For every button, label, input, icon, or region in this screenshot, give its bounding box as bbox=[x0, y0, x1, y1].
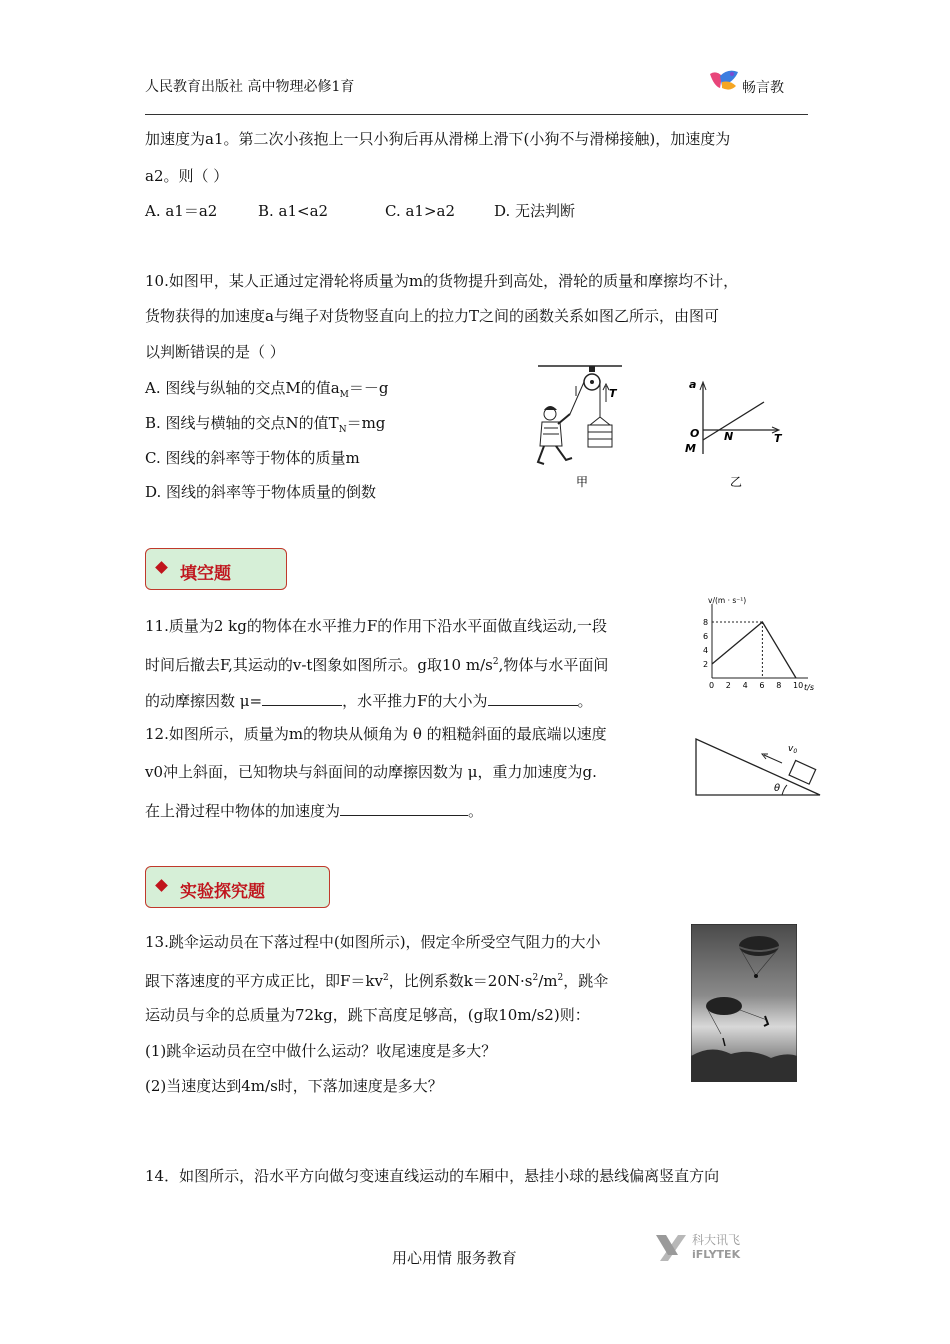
header-publisher: 人民教育出版社 高中物理必修1育 bbox=[145, 79, 355, 95]
q13-line5: (2)当速度达到4m/s时，下落加速度是多大？ bbox=[145, 1077, 443, 1095]
q12-line3: 在上滑过程中物体的加速度为 。 bbox=[145, 799, 483, 821]
q10-option-b: B. 图线与横轴的交点N的值$T_N=mg$ bbox=[145, 414, 386, 435]
figure-yi-graph bbox=[680, 374, 790, 492]
q10-line1: 10.如图甲，某人正通过定滑轮将质量为m的货物提升到高处，滑轮的质量和摩擦均不计， bbox=[145, 272, 739, 290]
q9-line2: a2。则（ ） bbox=[145, 167, 229, 185]
q11-chart-ylabel: v/(m · s⁻¹) bbox=[708, 596, 747, 605]
q10-option-c: C. 图线的斜率等于物体的质量m bbox=[145, 449, 360, 467]
figure-yi-axis-t: T bbox=[774, 432, 782, 445]
q11-chart-ytick: 2 bbox=[703, 660, 709, 669]
q13-line1: 13.跳伞运动员在下落过程中(如图所示)，假定伞所受空气阻力的大小 bbox=[145, 933, 601, 951]
figure-jia-pulley bbox=[530, 362, 630, 492]
q12-line1: 12.如图所示，质量为m的物块从倾角为 θ 的粗糙斜面的最底端以速度 bbox=[145, 725, 607, 743]
section-title: 实验探究题 bbox=[180, 882, 265, 902]
q12-line2: v0冲上斜面，已知物块与斜面间的动摩擦因数为 μ，重力加速度为g. bbox=[145, 763, 597, 781]
q9-option-c: C. a1>a2 bbox=[385, 202, 456, 220]
q11-chart-xlabel: t/s bbox=[804, 683, 814, 692]
q13-line3: 运动员与伞的总质量为72kg，跳下高度足够高，(g取10m/s2)则： bbox=[145, 1006, 590, 1024]
q9-line1: 加速度为a1。第二次小孩抱上一只小狗后再从滑梯上滑下(小狗不与滑梯接触)，加速度为 bbox=[145, 130, 731, 148]
brand-logo-icon bbox=[708, 68, 742, 94]
figure-yi-n-label: N bbox=[724, 430, 734, 443]
q12-velocity-label: $v_0$ bbox=[788, 744, 798, 755]
iflytek-brand-cn: 科大讯飞 bbox=[692, 1233, 741, 1247]
q10-option-a: A. 图线与纵轴的交点M的值$a_M=-g$ bbox=[145, 379, 389, 400]
q11-chart-xtick: 8 bbox=[776, 681, 782, 690]
q12-incline-figure bbox=[694, 735, 826, 799]
header-brand: 畅言教 bbox=[742, 80, 784, 96]
q11-chart-xtick: 0 bbox=[709, 681, 715, 690]
q14-line1: 14．如图所示，沿水平方向做匀变速直线运动的车厢中，悬挂小球的悬线偏离竖直方向 bbox=[145, 1167, 720, 1185]
iflytek-logo bbox=[652, 1227, 772, 1263]
header-divider bbox=[145, 114, 808, 115]
q11-line2: 时间后撤去F,其运动的v-t图象如图所示。g取10 $m/s^2$,物体与水平面间 bbox=[145, 656, 609, 674]
figure-yi-m-label: M bbox=[685, 442, 696, 455]
q11-line1: 11.质量为2 kg的物体在水平推力F的作用下沿水平面做直线运动,一段 bbox=[145, 617, 608, 635]
q11-line3: 的动摩擦因数 μ= ，水平推力F的大小为 。 bbox=[145, 689, 593, 711]
q12-theta-label: θ bbox=[774, 783, 781, 794]
figure-yi-axis-a: a bbox=[689, 378, 697, 391]
q11-chart-ytick: 4 bbox=[703, 646, 709, 655]
figure-yi-label: 乙 bbox=[730, 475, 743, 489]
q10-line2: 货物获得的加速度a与绳子对货物竖直向上的拉力T之间的函数关系如图乙所示，由图可 bbox=[145, 307, 719, 325]
q11-chart-ytick: 6 bbox=[703, 632, 709, 641]
q11-blank-mu[interactable] bbox=[262, 689, 342, 706]
figure-yi-origin: O bbox=[690, 427, 700, 440]
q10-line3: 以判断错误的是（ ） bbox=[145, 343, 285, 361]
q11-chart-xtick: 2 bbox=[725, 681, 731, 690]
iflytek-brand-en: iFLYTEK bbox=[692, 1248, 741, 1261]
q13-line4: (1)跳伞运动员在空中做什么运动？收尾速度是多大？ bbox=[145, 1042, 497, 1060]
q9-option-a: A. a1＝a2 bbox=[145, 202, 218, 220]
q11-chart-xtick: 6 bbox=[759, 681, 765, 690]
parachute-photo bbox=[691, 924, 797, 1082]
diamond-icon bbox=[155, 879, 168, 892]
q11-blank-force[interactable] bbox=[488, 689, 578, 706]
q11-vt-chart bbox=[696, 590, 826, 694]
figure-jia-label: 甲 bbox=[576, 475, 589, 489]
q11-chart-xtick: 10 bbox=[793, 681, 804, 690]
q10-option-d: D. 图线的斜率等于物体质量的倒数 bbox=[145, 483, 377, 501]
q9-option-d: D. 无法判断 bbox=[494, 202, 576, 220]
figure-jia-rope-label: T bbox=[609, 387, 617, 400]
q9-option-b: B. a1<a2 bbox=[258, 202, 329, 220]
footer-slogan: 用心用情 服务教育 bbox=[392, 1249, 517, 1267]
q11-chart-ytick: 8 bbox=[703, 618, 709, 627]
section-title: 填空题 bbox=[180, 564, 231, 584]
diamond-icon bbox=[155, 561, 168, 574]
q13-line2: 跟下落速度的平方成正比，即$F=kv^2$，比例系数$k=20N\cdot s^2/m^2$，跳伞 bbox=[145, 972, 609, 990]
section-header-experiment bbox=[145, 866, 330, 908]
section-header-fill-in bbox=[145, 548, 287, 590]
q11-chart-xtick: 4 bbox=[742, 681, 748, 690]
q11-chart-line bbox=[712, 622, 796, 678]
q12-blank-acceleration[interactable] bbox=[340, 799, 468, 816]
